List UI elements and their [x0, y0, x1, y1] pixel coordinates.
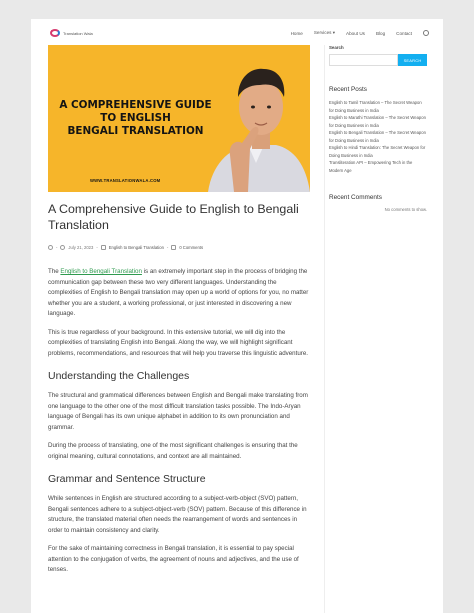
nav-home[interactable]: Home	[290, 30, 303, 36]
hero-line-2: TO ENGLISH	[100, 112, 171, 124]
main-content	[48, 45, 310, 584]
nav-about-us[interactable]: About Us	[346, 30, 365, 36]
paragraph-prefix: The	[48, 268, 61, 275]
nav-services[interactable]: Services ▾	[313, 30, 336, 35]
recent-post-link[interactable]: Transliteration API – Empowering Tech in the Modern Age	[329, 160, 413, 173]
hero-line-1: A COMPREHENSIVE GUIDE	[59, 99, 212, 111]
paragraph-text: is an extremely important step in the process of bridging the communication gap between these two very different languages. Understanding the complexities of English to Bengali translation may open up a world of options for you, no matter whether you are a student, a working professional, or just interested in discovering a new language.	[48, 268, 309, 317]
post-category-link[interactable]: English to Bengali Translation	[108, 245, 164, 250]
hero-headline	[48, 99, 223, 138]
recent-posts-heading: Recent Posts	[329, 86, 368, 93]
recent-comments-heading: Recent Comments	[329, 194, 382, 201]
paragraph: During the process of translating, one of the most significant challenges is ensuring that the original meaning, cultural connotations, and context are all maintained.	[48, 442, 298, 460]
site-logo[interactable]	[50, 29, 93, 37]
meta-separator: -	[56, 245, 58, 250]
post-title: A Comprehensive Guide to English to Bengali Translation	[48, 202, 299, 232]
page	[31, 19, 443, 613]
recent-post-link[interactable]: English to Bengali Translation – The Secret Weapon for Doing Business in India	[329, 130, 426, 143]
paragraph: While sentences in English are structured according to a subject-verb-object (SVO) pattern, Bengali sentences adhere to a subject-object-verb (SOV) pattern. Because of this difference in structure, the translated material often needs the rearrangement of words and sentences in order to maintain consistency and clarity.	[48, 495, 307, 534]
paragraph	[48, 267, 310, 320]
search-icon[interactable]	[423, 30, 429, 36]
main-nav	[291, 30, 429, 36]
section-heading: Grammar and Sentence Structure	[48, 473, 206, 485]
english-to-bengali-link[interactable]: English to Bengali Translation	[60, 268, 142, 275]
search-form	[329, 54, 427, 66]
logo-text: Translation Wala	[63, 30, 93, 36]
paragraph: For the sake of maintaining correctness in Bengali translation, it is essential to pay special attention to the conjugation of verbs, the agreement of nouns and adjectives, and the use of tenses.	[48, 545, 299, 573]
section-heading: Understanding the Challenges	[48, 370, 190, 382]
post-body	[48, 267, 310, 576]
nav-blog[interactable]: Blog	[375, 30, 386, 36]
folder-icon	[101, 245, 106, 250]
man-thinking-photo	[198, 45, 310, 192]
post-date: July 21, 2023	[68, 245, 94, 250]
sidebar	[329, 45, 427, 212]
search-button[interactable]: SEARCH	[398, 54, 427, 66]
meta-separator: -	[166, 245, 169, 250]
recent-post-link[interactable]: English to Hindi Translation: The Secret Weapon for Doing Business in India	[329, 145, 426, 158]
column-divider	[324, 45, 325, 613]
no-comments-text: No comments to show.	[384, 207, 427, 212]
featured-image	[48, 45, 310, 192]
hero-line-4: BENGALI TRANSLATION	[67, 125, 204, 137]
hero-url: WWW.TRANSLATIONWALA.COM	[90, 178, 161, 183]
search-input[interactable]	[329, 54, 398, 66]
nav-contact[interactable]: Contact	[396, 30, 412, 36]
logo-icon	[50, 29, 60, 37]
paragraph: This is true regardless of your background. In this extensive tutorial, we will dig into the complexities of translating English into Bengali. Along the way, we will highlight significant problems, recommendations, and resources that will help you traverse this linguistic adventure.	[48, 328, 309, 357]
author-icon	[48, 245, 53, 250]
post-meta	[48, 245, 310, 250]
search-label: Search	[329, 45, 344, 50]
recent-post-link[interactable]: English to Tamil Translation – The Secret Weapon for Doing Business in India	[329, 100, 422, 113]
clock-icon	[60, 245, 65, 250]
paragraph: The structural and grammatical differences between English and Bengali make translating from one language to the other one of the most difficult translation tasks possible. The Indo-Aryan language of Bengali has its own unique alphabet in addition to its own pronunciation and grammar.	[48, 392, 308, 431]
comments-link[interactable]: 0 Comments	[179, 245, 204, 250]
recent-post-link[interactable]: English to Marathi Translation – The Secret Weapon for Doing Business in India	[329, 115, 426, 128]
comment-icon	[171, 245, 176, 250]
meta-separator: -	[96, 245, 98, 250]
